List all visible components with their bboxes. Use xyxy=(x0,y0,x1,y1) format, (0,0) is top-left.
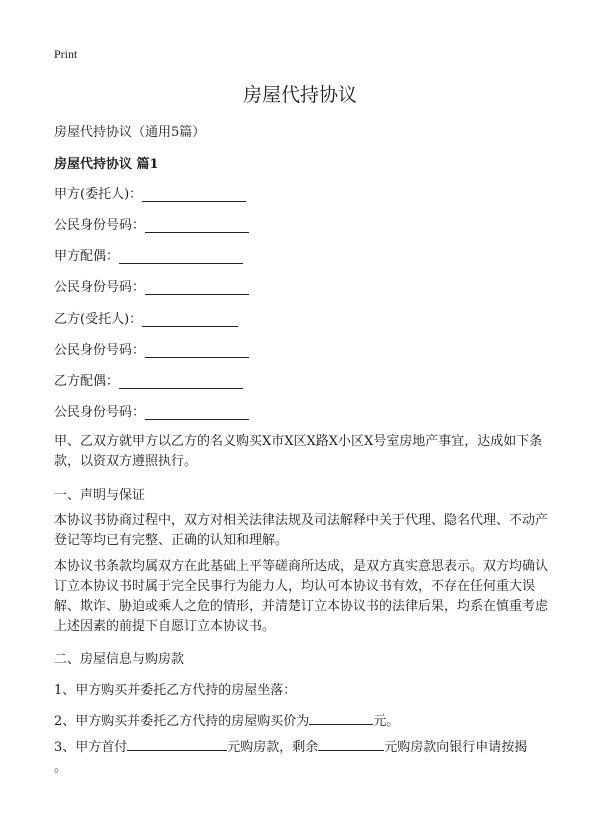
field-label: 公民身份号码： xyxy=(54,280,146,295)
party-field-trustee-spouse-id xyxy=(54,401,249,420)
fill-blank xyxy=(318,738,384,751)
fill-blank xyxy=(142,187,246,202)
party-field-principal-id xyxy=(54,214,249,233)
field-label: 甲方配偶： xyxy=(54,249,120,264)
section1-paragraph-2: 本协议书条款均属双方在此基础上平等磋商所达成，是双方真实意思表示。双方均确认订立本协议书时属于完全民事行为能力人，均认可本协议书有效，不存在任何重大误解、欺诈、胁迫或乘人之危的情形，并清楚订立本协议书的法律后果，均系在慎重考虑上述因素的前提下自愿订立本协议书。 xyxy=(54,559,549,634)
party-field-trustee xyxy=(54,308,238,327)
item-3-text-b: 元购房款，剩余 xyxy=(227,740,319,755)
fill-blank xyxy=(127,738,227,751)
party-field-principal-spouse xyxy=(54,245,243,264)
section1-paragraph-1: 本协议书协商过程中，双方对相关法律法规及司法解释中关于代理、隐名代理、不动产登记等均已有完整、正确的认知和理解。 xyxy=(54,513,549,548)
fill-blank xyxy=(309,712,373,725)
fill-blank xyxy=(145,405,249,420)
document-title: 房屋代持协议 xyxy=(242,84,357,106)
field-label: 公民身份号码： xyxy=(54,218,146,233)
section1-heading: 一、声明与保证 xyxy=(54,488,146,503)
item-2-text-b: 元。 xyxy=(373,714,400,729)
party-field-principal-spouse-id xyxy=(54,276,249,295)
field-label: 乙方(受托人)： xyxy=(54,312,143,327)
item-3-text-a: 3、甲方首付 xyxy=(54,740,128,755)
field-label: 公民身份号码： xyxy=(54,343,146,358)
document-subtitle: 房屋代持协议（通用5篇） xyxy=(54,125,206,140)
item-3 xyxy=(54,738,564,778)
fill-blank xyxy=(145,343,249,358)
fill-blank xyxy=(119,249,243,264)
intro-paragraph: 甲、乙双方就甲方以乙方的名义购买X市X区X路X小区X号室房地产事宜，达成如下条款，以资双方遵照执行。 xyxy=(54,434,543,469)
section2-heading: 二、房屋信息与购房款 xyxy=(54,652,185,667)
fill-blank xyxy=(119,374,243,389)
party-field-trustee-id xyxy=(54,339,249,358)
print-label: Print xyxy=(54,47,78,61)
field-label: 乙方配偶： xyxy=(54,374,120,389)
field-label: 甲方(委托人)： xyxy=(54,187,143,202)
fill-blank xyxy=(145,218,249,233)
party-field-trustee-spouse xyxy=(54,370,243,389)
item-1: 1、甲方购买并委托乙方代持的房屋坐落： xyxy=(54,683,297,698)
party-field-principal xyxy=(54,183,246,202)
item-3-text-c: 元购房款向银行申请按揭 xyxy=(384,740,528,755)
item-2 xyxy=(54,710,399,729)
item-2-text-a: 2、甲方购买并委托乙方代持的房屋购买价为 xyxy=(54,714,310,729)
field-label: 公民身份号码： xyxy=(54,405,146,420)
section-heading: 房屋代持协议 篇1 xyxy=(54,157,159,172)
item-3-text-d: 。 xyxy=(54,760,68,775)
fill-blank xyxy=(145,280,249,295)
fill-blank xyxy=(142,312,238,327)
